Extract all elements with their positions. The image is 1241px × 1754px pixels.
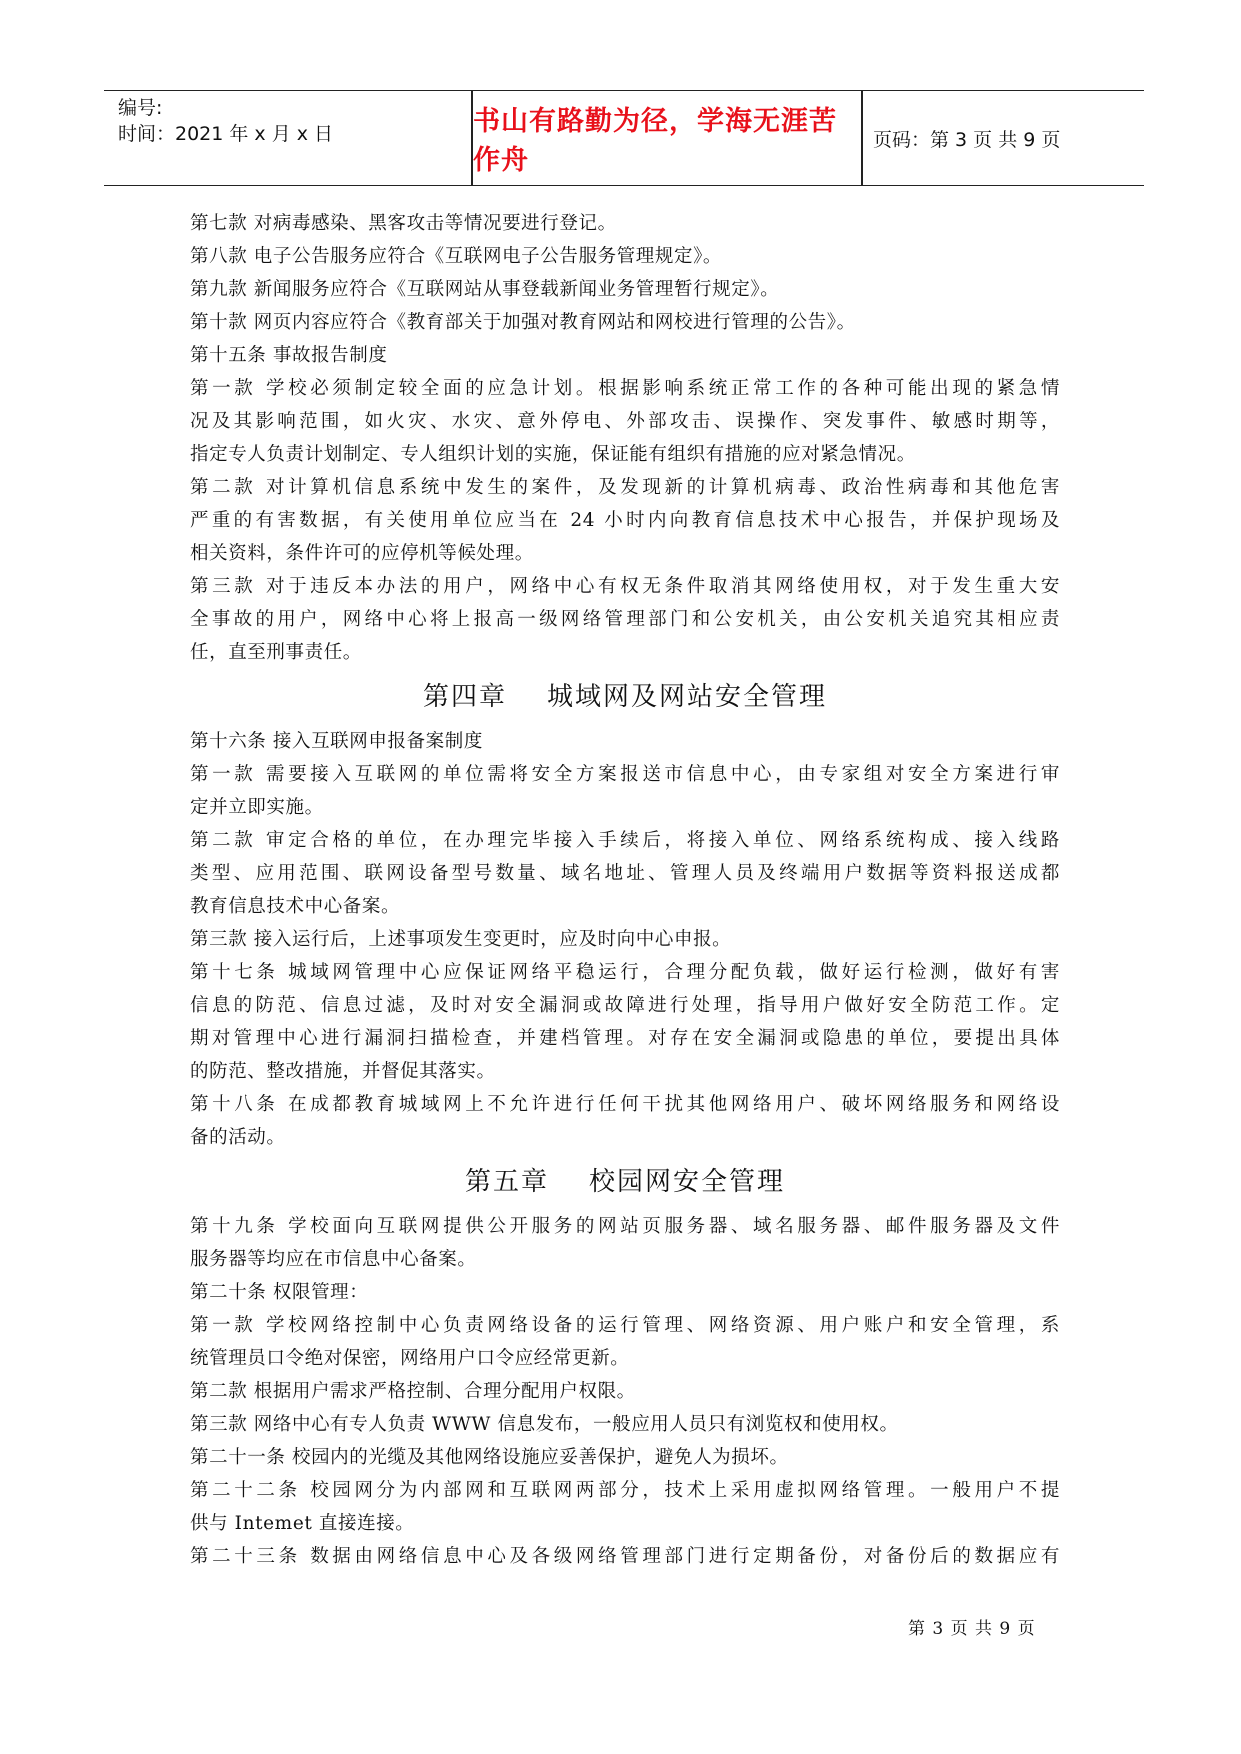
chapter-heading	[190, 669, 1060, 725]
clause-line: 第三款 网络中心有专人负责 WWW 信息发布，一般应用人员只有浏览权和使用权。	[190, 1414, 899, 1435]
clause-line: 第二款 对计算机信息系统中发生的案件，及发现新的计算机病毒、政治性病毒和其他危害	[190, 477, 1060, 498]
clause-line: 第一款 学校网络控制中心负责网络设备的运行管理、网络资源、用户账户和安全管理，系	[190, 1315, 1060, 1336]
clause-line: 严重的有害数据，有关使用单位应当在 24 小时内向教育信息技术中心报告，并保护现场及	[190, 510, 1060, 531]
clause-line: 第二十二条 校园网分为内部网和互联网两部分，技术上采用虚拟网络管理。一般用户不提	[190, 1480, 1060, 1501]
chapter-heading	[190, 1154, 1060, 1210]
clause-line: 第九款 新闻服务应符合《互联网站从事登载新闻业务管理暂行规定》。	[190, 279, 780, 300]
clause-line: 期对管理中心进行漏洞扫描检查，并建档管理。对存在安全漏洞或隐患的单位，要提出具体	[190, 1028, 1060, 1049]
clause-line: 况及其影响范围，如火灾、水灾、意外停电、外部攻击、误操作、突发事件、敏感时期等，	[190, 411, 1060, 432]
clause-line: 服务器等均应在市信息中心备案。	[190, 1249, 477, 1270]
clause-line: 的防范、整改措施，并督促其落实。	[190, 1061, 496, 1082]
clause-line: 第八款 电子公告服务应符合《互联网电子公告服务管理规定》。	[190, 246, 723, 267]
chapter-number: 第五章	[464, 1167, 549, 1197]
header-divider	[861, 91, 863, 185]
chapter-title: 校园网安全管理	[589, 1167, 786, 1197]
clause-line: 信息的防范、信息过滤，及时对安全漏洞或故障进行处理，指导用户做好安全防范工作。定	[190, 995, 1060, 1016]
clause-line: 第二十三条 数据由网络信息中心及各级网络管理部门进行定期备份，对备份后的数据应有	[190, 1546, 1060, 1567]
clause-line: 第三款 对于违反本办法的用户，网络中心有权无条件取消其网络使用权，对于发生重大安	[190, 576, 1060, 597]
clause-line: 第一款 学校必须制定较全面的应急计划。根据影响系统正常工作的各种可能出现的紧急情	[190, 378, 1060, 399]
clause-line: 第十八条 在成都教育城域网上不允许进行任何干扰其他网络用户、破坏网络服务和网络设	[190, 1094, 1060, 1115]
clause-line: 定并立即实施。	[190, 797, 324, 818]
clause-line: 第十款 网页内容应符合《教育部关于加强对教育网站和网校进行管理的公告》。	[190, 312, 856, 333]
clause-line: 第十七条 城域网管理中心应保证网络平稳运行，合理分配负载，做好运行检测，做好有害	[190, 962, 1060, 983]
page-footer: 第 3 页 共 9 页	[908, 1619, 1036, 1639]
clause-line: 第一款 需要接入互联网的单位需将安全方案报送市信息中心，由专家组对安全方案进行审	[190, 764, 1060, 785]
document-header	[104, 90, 1144, 186]
clause-line: 第二款 审定合格的单位，在办理完毕接入手续后，将接入单位、网络系统构成、接入线路	[190, 830, 1060, 851]
header-meta	[118, 91, 468, 185]
clause-line: 备的活动。	[190, 1127, 286, 1148]
clause-line: 教育信息技术中心备案。	[190, 896, 401, 917]
header-motto: 书山有路勤为径，学海无涯苦作舟	[473, 106, 837, 176]
clause-line: 第三款 接入运行后，上述事项发生变更时，应及时向中心申报。	[190, 929, 732, 950]
chapter-number: 第四章	[422, 682, 507, 712]
clause-line: 类型、应用范围、联网设备型号数量、域名地址、管理人员及终端用户数据等资料报送成都	[190, 863, 1060, 884]
header-page-label: 页码：第 3 页 共 9 页	[873, 128, 1061, 151]
clause-line: 第十九条 学校面向互联网提供公开服务的网站页服务器、域名服务器、邮件服务器及文件	[190, 1216, 1060, 1237]
article-heading: 第二十条 权限管理：	[190, 1282, 369, 1303]
number-label: 编号:	[118, 97, 163, 119]
clause-line: 相关资料，条件许可的应停机等候处理。	[190, 543, 534, 564]
clause-line: 指定专人负责计划制定、专人组织计划的实施，保证能有组织有措施的应对紧急情况。	[190, 444, 916, 465]
article-heading: 第十五条 事故报告制度	[190, 345, 388, 366]
clause-line: 第七款 对病毒感染、黑客攻击等情况要进行登记。	[190, 213, 617, 234]
chapter-title: 城域网及网站安全管理	[547, 682, 828, 712]
clause-line: 供与 Intemet 直接连接。	[190, 1513, 415, 1534]
clause-line: 第二款 根据用户需求严格控制、合理分配用户权限。	[190, 1381, 636, 1402]
time-label: 时间：2021 年 x 月 x 日	[118, 123, 334, 145]
clause-line: 第二十一条 校园内的光缆及其他网络设施应妥善保护，避免人为损坏。	[190, 1447, 789, 1468]
clause-line: 全事故的用户，网络中心将上报高一级网络管理部门和公安机关，由公安机关追究其相应责	[190, 609, 1060, 630]
document-body	[190, 207, 1060, 1573]
clause-line: 统管理员口令绝对保密，网络用户口令应经常更新。	[190, 1348, 630, 1369]
clause-line: 任，直至刑事责任。	[190, 642, 362, 663]
article-heading: 第十六条 接入互联网申报备案制度	[190, 731, 483, 752]
